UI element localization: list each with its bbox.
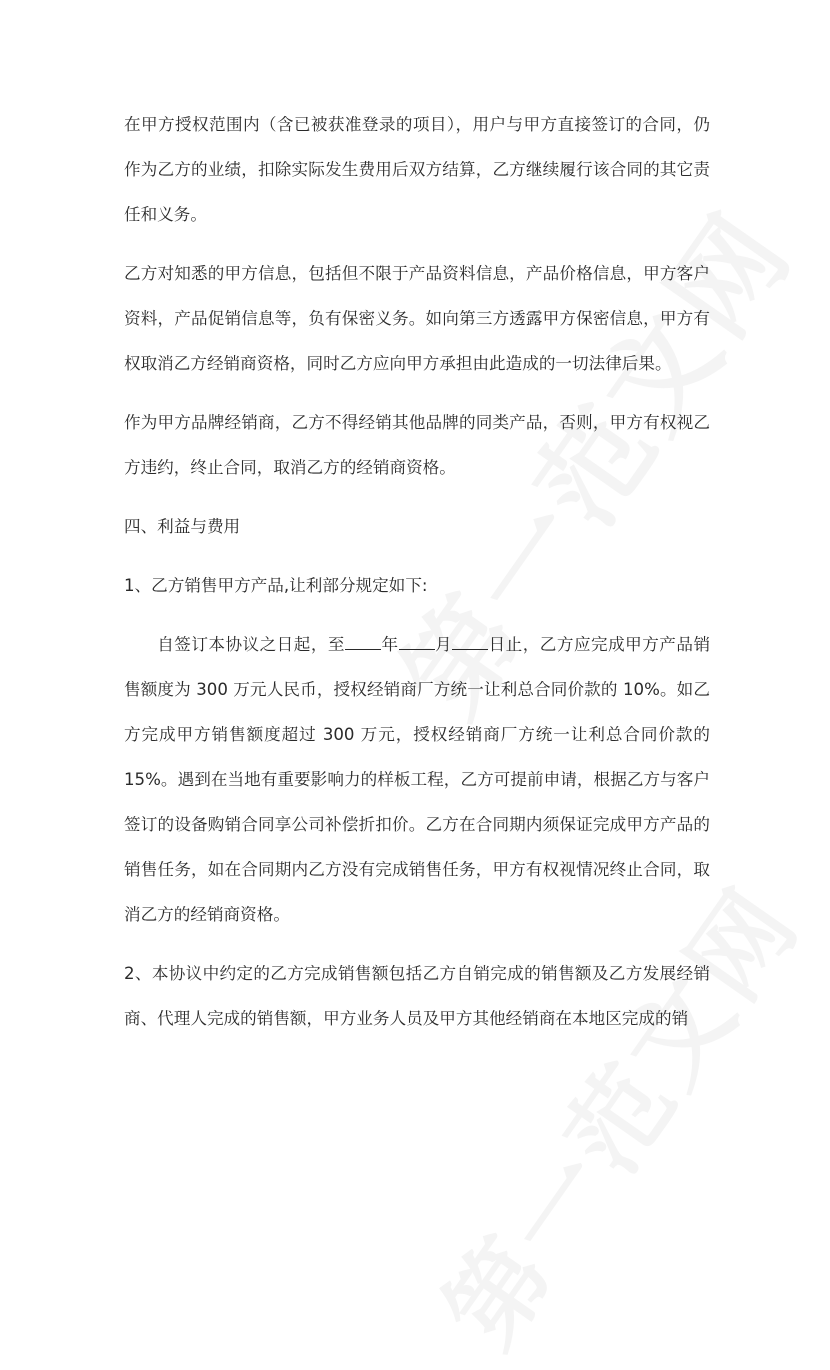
month-blank xyxy=(399,632,435,650)
term-body: 日止，乙方应完成甲方产品销售额度为 300 万元人民币，授权经销商厂方统一让利总合同价款的 10%。如乙方完成甲方销售额度超过 300 万元，授权经销商厂方统一让利总合同价款的 15%。遇到在当地有重要影响力的样板工程，乙方可提前申请，根据乙方与客户签订的设备购销合同享公司补偿折扣价。乙方在合同期内须保证完成甲方产品的销售任务，如在合同期内乙方没有完成销售任务，甲方有权视情况终止合同，取消乙方的经销商资格。 xyxy=(124,635,711,924)
section-heading-benefits-fees: 四、利益与费用 xyxy=(124,517,241,536)
clause-1-heading: 1、乙方销售甲方产品,让利部分规定如下: xyxy=(124,576,428,595)
year-blank xyxy=(345,632,381,650)
paragraph-confidentiality: 乙方对知悉的甲方信息，包括但不限于产品资料信息，产品价格信息，甲方客户资料，产品促销信息等，负有保密义务。如向第三方透露甲方保密信息，甲方有权取消乙方经销商资格，同时乙方应向甲方承担由此造成的一切法律后果。 xyxy=(124,264,710,373)
term-prefix: 自签订本协议之日起，至 xyxy=(157,635,345,654)
paragraph-authorized-contracts: 在甲方授权范围内（含已被获准登录的项目），用户与甲方直接签订的合同，仍作为乙方的业绩，扣除实际发生费用后双方结算，乙方继续履行该合同的其它责任和义务。 xyxy=(124,115,710,224)
paragraph-exclusivity: 作为甲方品牌经销商，乙方不得经销其他品牌的同类产品，否则，甲方有权视乙方违约，终止合同，取消乙方的经销商资格。 xyxy=(124,413,710,477)
clause-2-text: 2、本协议中约定的乙方完成销售额包括乙方自销完成的销售额及乙方发展经销商、代理人完成的销售额，甲方业务人员及甲方其他经销商在本地区完成的销 xyxy=(124,964,710,1028)
day-blank xyxy=(452,632,488,650)
paragraph-sales-term xyxy=(124,622,710,937)
document-body xyxy=(124,102,710,1041)
term-month-label: 月 xyxy=(434,635,453,654)
term-year-label: 年 xyxy=(380,635,399,654)
